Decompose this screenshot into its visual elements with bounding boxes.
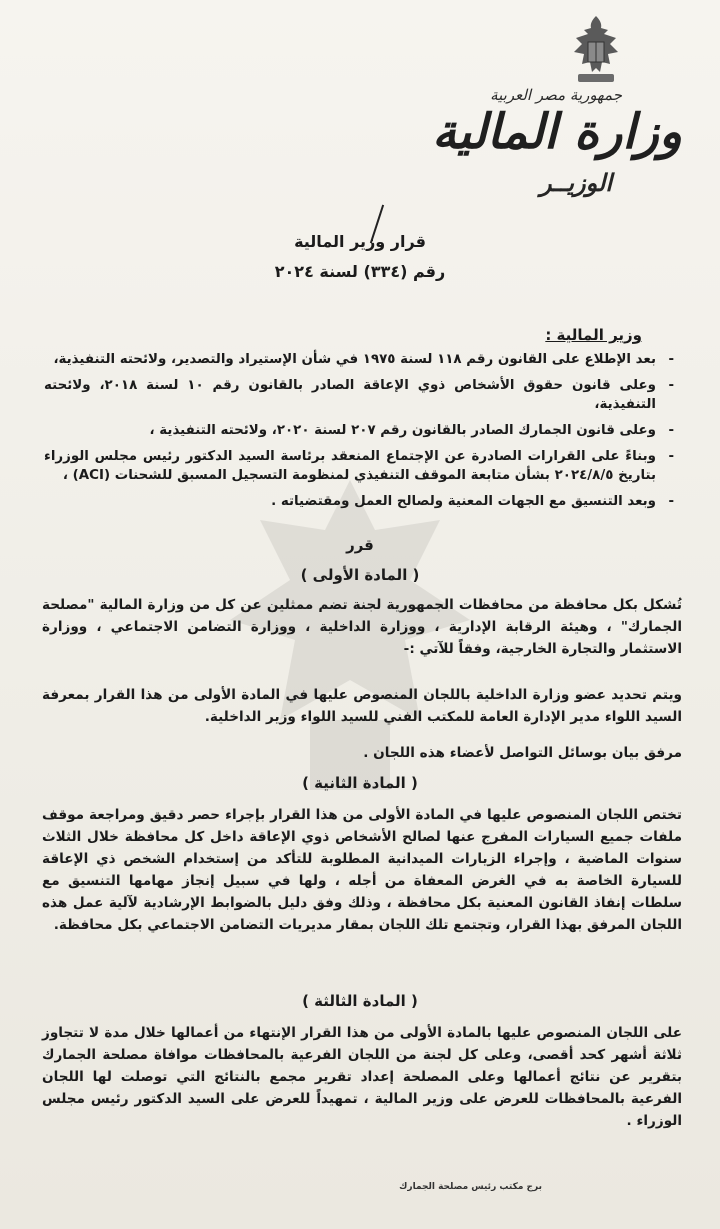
preamble-item: - وبناءً على القرارات الصادرة عن الإجتماع المنعقد برئاسة السيد الدكتور رئيس مجلس الوزراء بتاريخ ٢٠٢٤/٨/٥ بشأن متابعة الموقف التنفيذي لمنظومة التسجيل المسبق للشحنات (ACI) ، [44, 447, 678, 485]
preamble-item: - وعلى قانون حقوق الأشخاص ذوي الإعاقة الصادر بالقانون رقم ١٠ لسنة ٢٠١٨، ولائحته التنفيذية، [44, 376, 678, 414]
minister-label: الوزيــر [540, 168, 612, 197]
preamble-label: وزير المالية : [545, 326, 642, 344]
footer-note: برج مكتب رئيس مصلحة الجمارك [399, 1182, 542, 1192]
preamble-item: - وبعد التنسيق مع الجهات المعنية ولصالح العمل ومقتضياته . [44, 492, 678, 511]
decree-number: رقم (٣٣٤) لسنة ٢٠٢٤ [274, 262, 446, 281]
republic-name: جمهورية مصر العربية [490, 86, 622, 104]
ministry-name: وزارة المالية [432, 104, 682, 160]
preamble-list [44, 350, 678, 518]
article-1-attachment-note: مرفق بيان بوسائل التواصل لأعضاء هذه اللجان . [363, 745, 682, 761]
preamble-item: - وعلى قانون الجمارك الصادر بالقانون رقم ٢٠٧ لسنة ٢٠٢٠، ولائحته التنفيذية ، [44, 421, 678, 440]
article-2-body: تختص اللجان المنصوص عليها في المادة الأولى من هذا القرار بإجراء حصر دقيق ومراجعة موقف ملفات جميع السيارات المفرج عنها لصالح الأشخاص ذوي الإعاقة داخل كل محافظة خلال الثلاث سنوات الماضية ، وإجراء الزيارات الميدانية المطلوبة للتأكد من إستخدام الشخص ذي الإعاقة للسيارة الخاصة به في الغرض المعفاة من أجله ، ولها في سبيل إنجاز مهامها التنسيق مع سلطات إنفاذ القانون المعنية بكل محافظة ، وذلك وفق دليل بالضوابط الإرشادية لآلية عمل هذه اللجان المرفق بهذا القرار، وتجتمع تلك اللجان بمقار مديريات التضامن الاجتماعي بكل محافظة. [42, 807, 682, 933]
article-1-interior-note: ويتم تحديد عضو وزارة الداخلية باللجان المنصوص عليها في المادة الأولى من هذا القرار بمعرفة السيد اللواء مدير الإدارة العامة للمكتب الفني للسيد اللواء وزير الداخلية. [42, 687, 682, 725]
article-3-body: على اللجان المنصوص عليها بالمادة الأولى من هذا القرار الإنتهاء من أعمالها خلال مدة لا تتجاوز ثلاثة أشهر كحد أقصى، وعلى كل لجنة من اللجان الفرعية بالمحافظات موافاة مصلحة الجمارك بتقرير عن نتائج أعمالها وعلى المصلحة إعداد تقرير مجمع بالنتائج التي توصلت لها اللجان الفرعية بالمحافظات للعرض على وزير المالية ، تمهيداً للعرض على السيد الدكتور رئيس مجلس الوزراء . [42, 1025, 682, 1129]
article-1-heading: ( المادة الأولى ) [300, 566, 420, 584]
preamble-item: - بعد الإطلاع على القانون رقم ١١٨ لسنة ١٩٧٥ في شأن الإستيراد والتصدير، ولائحته التنفيذية، [44, 350, 678, 369]
article-1-body: تُشكل بكل محافظة من محافظات الجمهورية لجنة تضم ممثلين عن كل من وزارة المالية "مصلحة الجمارك" ، وهيئة الرقابة الإدارية ، ووزارة الداخلية ، ووزارة التضامن الاجتماعي ، ووزارة الاستثمار والتجارة الخارجية، وفقاً للآتي :- [42, 597, 682, 657]
decided-heading: قرر [346, 536, 374, 554]
article-2-heading: ( المادة الثانية ) [302, 774, 418, 792]
article-3-heading: ( المادة الثالثة ) [302, 992, 418, 1010]
decree-title: قرار وزير المالية [294, 232, 426, 251]
eagle-emblem-icon [566, 14, 626, 86]
